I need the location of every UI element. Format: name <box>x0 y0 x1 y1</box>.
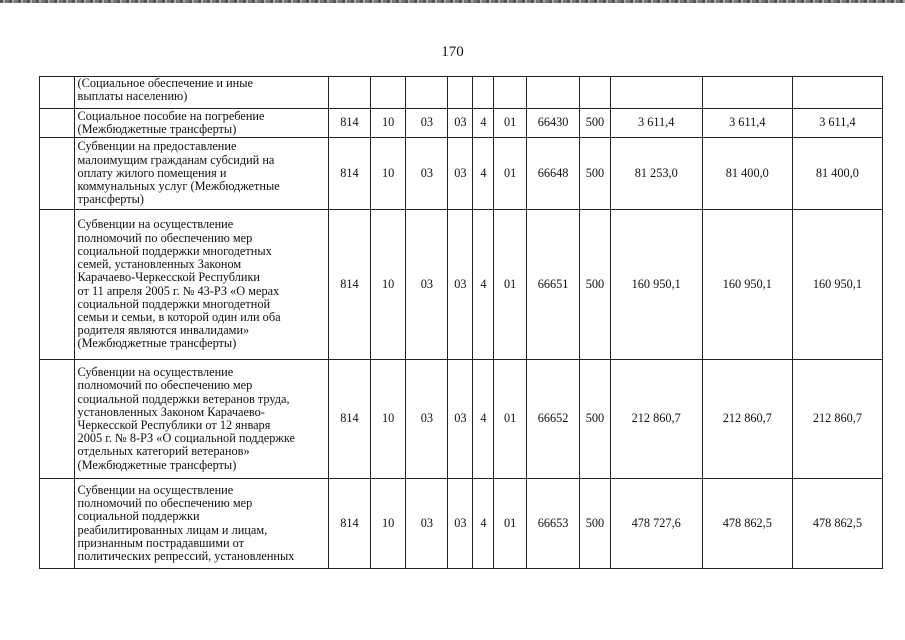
program-code: 03 <box>448 210 473 360</box>
ministry-code: 814 <box>329 109 371 138</box>
ministry-code: 814 <box>329 360 371 479</box>
table-row <box>40 109 883 138</box>
amount-year-1: 212 860,7 <box>610 360 702 479</box>
expense-name-line: от 11 апреля 2005 г. № 43-РЗ «О мерах <box>77 283 280 298</box>
subsection-code: 03 <box>406 479 448 569</box>
expense-name-line: (Межбюджетные трансферты) <box>77 336 237 351</box>
amount-year-1: 3 611,4 <box>610 109 702 138</box>
amount-year-2: 160 950,1 <box>702 210 792 360</box>
row-number-cell <box>40 109 75 138</box>
direction-code: 66651 <box>526 210 579 360</box>
expense-name-line: (Межбюджетные трансферты) <box>77 122 237 136</box>
expense-name-line: малоимущим гражданам субсидий на <box>77 152 275 167</box>
expense-type-code <box>580 77 610 109</box>
expense-name-line: политических репрессий, установленных <box>77 548 295 563</box>
direction-code: 66653 <box>526 479 579 569</box>
expense-name-cell <box>74 210 328 360</box>
program-code: 03 <box>448 360 473 479</box>
expense-name-line: полномочий по обеспечению мер <box>77 378 253 393</box>
subprogram-code <box>473 77 494 109</box>
expense-name-cell <box>74 109 328 138</box>
expense-type-code: 500 <box>580 360 610 479</box>
main-event-code: 01 <box>494 479 526 569</box>
expense-type-code: 500 <box>580 109 610 138</box>
expense-name-line: установленных Законом Карачаево- <box>77 404 265 419</box>
expense-name-line: реабилитированных лицам и лицам, <box>77 522 268 537</box>
expense-name-line: отдельных категорий ветеранов» <box>77 444 250 459</box>
expense-name-line: Субвенции на предоставление <box>77 139 237 154</box>
program-code <box>448 77 473 109</box>
expense-name-line: 2005 г. № 8-РЗ «О социальной поддержке <box>77 431 295 446</box>
expense-name-cell <box>74 479 328 569</box>
amount-year-3 <box>792 77 882 109</box>
program-code: 03 <box>448 138 473 210</box>
program-code: 03 <box>448 479 473 569</box>
ministry-code: 814 <box>329 479 371 569</box>
section-code: 10 <box>370 210 406 360</box>
subsection-code: 03 <box>406 109 448 138</box>
section-code: 10 <box>370 138 406 210</box>
expense-name-line: Карачаево-Черкесской Республики <box>77 270 261 285</box>
expense-name-line: полномочий по обеспечению мер <box>77 496 253 511</box>
expense-name-line: выплаты населению) <box>77 89 188 104</box>
amount-year-2: 81 400,0 <box>702 138 792 210</box>
expense-name-line: оплату жилого помещения и <box>77 165 227 180</box>
subsection-code: 03 <box>406 360 448 479</box>
expense-name-line: полномочий по обеспечению мер <box>77 230 253 245</box>
expense-name-cell <box>74 138 328 210</box>
amount-year-1: 81 253,0 <box>610 138 702 210</box>
expense-name-line: семьи и семьи, в которой один или оба <box>77 309 281 324</box>
table-row <box>40 360 883 479</box>
expense-name-line: трансферты) <box>77 192 145 207</box>
subprogram-code: 4 <box>473 109 494 138</box>
amount-year-3: 160 950,1 <box>792 210 882 360</box>
subprogram-code: 4 <box>473 138 494 210</box>
expense-name-line: Субвенции на осуществление <box>77 482 234 497</box>
amount-year-1 <box>610 77 702 109</box>
amount-year-3: 478 862,5 <box>792 479 882 569</box>
ministry-code <box>329 77 371 109</box>
table-row <box>40 210 883 360</box>
main-event-code: 01 <box>494 138 526 210</box>
ministry-code: 814 <box>329 210 371 360</box>
amount-year-1: 478 727,6 <box>610 479 702 569</box>
expense-name-line: Субвенции на осуществление <box>77 365 234 380</box>
row-number-cell <box>40 360 75 479</box>
expense-name-line: семей, установленных Законом <box>77 257 242 272</box>
row-number-cell <box>40 210 75 360</box>
table-row <box>40 479 883 569</box>
direction-code: 66652 <box>526 360 579 479</box>
expense-name-line: социальной поддержки ветеранов труда, <box>77 391 290 406</box>
amount-year-2: 212 860,7 <box>702 360 792 479</box>
expense-type-code: 500 <box>580 479 610 569</box>
direction-code: 66648 <box>526 138 579 210</box>
amount-year-1: 160 950,1 <box>610 210 702 360</box>
subsection-code <box>406 77 448 109</box>
subprogram-code: 4 <box>473 210 494 360</box>
expense-name-line: Социальное пособие на погребение <box>77 108 265 123</box>
program-code: 03 <box>448 109 473 138</box>
budget-table <box>39 76 883 569</box>
subsection-code: 03 <box>406 138 448 210</box>
table-row <box>40 138 883 210</box>
expense-name-line: коммунальных услуг (Межбюджетные <box>77 179 280 194</box>
expense-name-line: (Социальное обеспечение и иные <box>77 76 253 90</box>
section-code: 10 <box>370 109 406 138</box>
amount-year-3: 3 611,4 <box>792 109 882 138</box>
subprogram-code: 4 <box>473 360 494 479</box>
row-number-cell <box>40 138 75 210</box>
expense-name-line: Субвенции на осуществление <box>77 217 234 232</box>
row-number-cell <box>40 77 75 109</box>
subsection-code: 03 <box>406 210 448 360</box>
expense-name-line: родителя являются инвалидами» <box>77 323 250 338</box>
main-event-code <box>494 77 526 109</box>
section-code: 10 <box>370 479 406 569</box>
amount-year-2: 3 611,4 <box>702 109 792 138</box>
table-body <box>40 77 883 569</box>
amount-year-3: 81 400,0 <box>792 138 882 210</box>
section-code <box>370 77 406 109</box>
expense-type-code: 500 <box>580 210 610 360</box>
expense-name-line: признанным пострадавшими от <box>77 535 245 550</box>
expense-name-line: (Межбюджетные трансферты) <box>77 457 237 472</box>
page-number: 170 <box>441 44 464 60</box>
table-row <box>40 77 883 109</box>
expense-type-code: 500 <box>580 138 610 210</box>
amount-year-2 <box>702 77 792 109</box>
expense-name-line: социальной поддержки многодетных <box>77 243 272 258</box>
amount-year-3: 212 860,7 <box>792 360 882 479</box>
main-event-code: 01 <box>494 210 526 360</box>
expense-name-cell <box>74 360 328 479</box>
main-event-code: 01 <box>494 109 526 138</box>
expense-name-line: социальной поддержки многодетной <box>77 296 271 311</box>
ministry-code: 814 <box>329 138 371 210</box>
expense-name-line: Черкесской Республики от 12 января <box>77 418 271 432</box>
amount-year-2: 478 862,5 <box>702 479 792 569</box>
row-number-cell <box>40 479 75 569</box>
section-code: 10 <box>370 360 406 479</box>
scan-top-edge <box>0 0 905 3</box>
main-event-code: 01 <box>494 360 526 479</box>
direction-code: 66430 <box>526 109 579 138</box>
direction-code <box>526 77 579 109</box>
subprogram-code: 4 <box>473 479 494 569</box>
expense-name-cell <box>74 77 328 109</box>
expense-name-line: социальной поддержки <box>77 509 200 524</box>
